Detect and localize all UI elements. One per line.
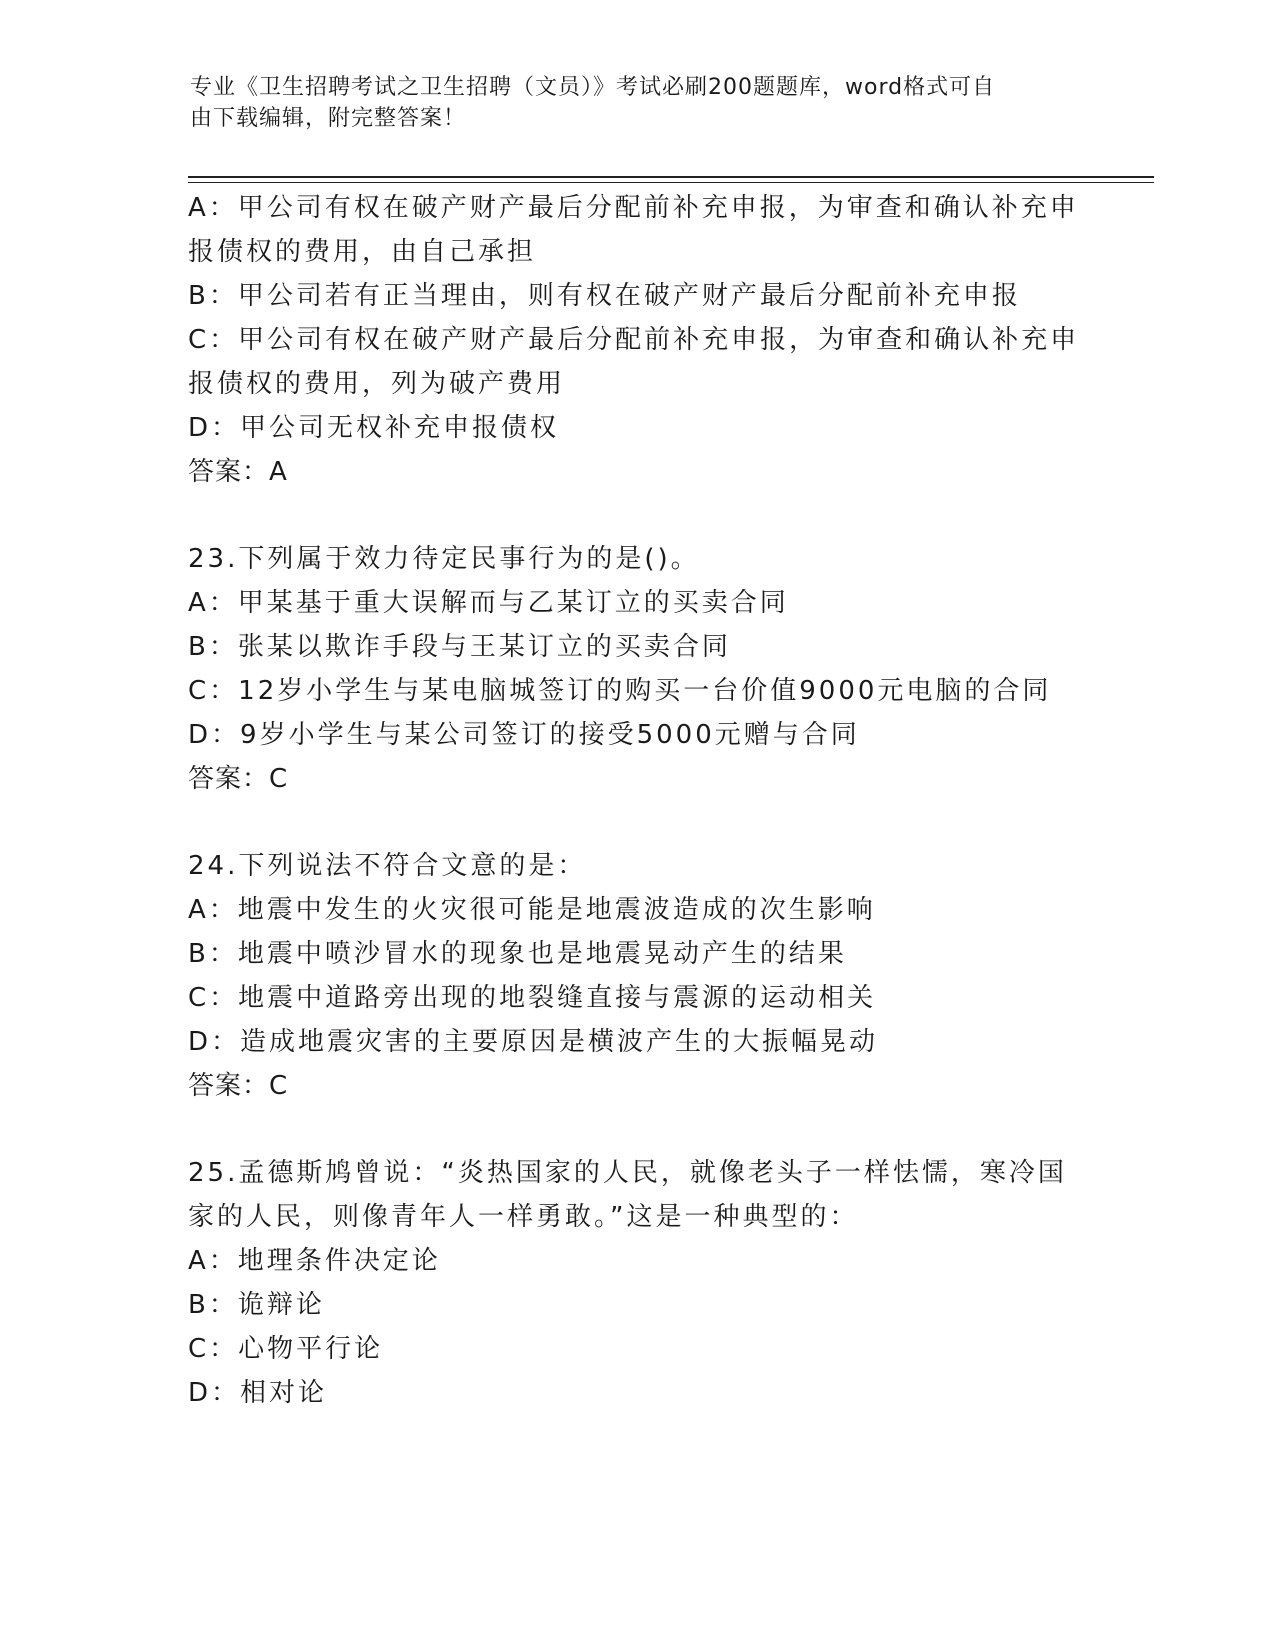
header-rule-thin	[188, 182, 1154, 183]
q23-option-c: C：12岁小学生与某电脑城签订的购买一台价值9000元电脑的合同	[188, 676, 1052, 706]
q24-question: 24.下列说法不符合文意的是：	[188, 851, 587, 881]
q25-option-d: D：相对论	[188, 1378, 328, 1408]
header-line-1: 专业《卫生招聘考试之卫生招聘（文员）》考试必刷200题题库，word格式可自	[190, 75, 996, 100]
q24-option-c: C：地震中道路旁出现的地裂缝直接与震源的运动相关	[188, 983, 877, 1013]
q25-option-b: B：诡辩论	[188, 1290, 325, 1320]
q22-option-b: B：甲公司若有正当理由，则有权在破产财产最后分配前补充申报	[188, 281, 1021, 311]
q25-question-line-2: 家的人民，则像青年人一样勇敢。”这是一种典型的：	[188, 1202, 859, 1232]
q25-question-line-1: 25.孟德斯鸠曾说：“炎热国家的人民，就像老头子一样怯懦，寒冷国	[188, 1158, 1067, 1188]
q24-option-a: A：地震中发生的火灾很可能是地震波造成的次生影响	[188, 895, 876, 925]
header-line-2: 由下载编辑，附完整答案！	[190, 106, 467, 131]
q22-option-a-line-1: A：甲公司有权在破产财产最后分配前补充申报，为审查和确认补充申	[188, 193, 1079, 223]
q22-option-a-line-2: 报债权的费用，由自己承担	[188, 237, 537, 267]
q24-option-b: B：地震中喷沙冒水的现象也是地震晃动产生的结果	[188, 939, 847, 969]
document-header	[190, 72, 1090, 134]
q24-answer: 答案：C	[188, 1071, 289, 1101]
q23-option-d: D：9岁小学生与某公司签订的接受5000元赠与合同	[188, 720, 860, 750]
q23-option-b: B：张某以欺诈手段与王某订立的买卖合同	[188, 632, 731, 662]
q22-option-d: D：甲公司无权补充申报债权	[188, 413, 560, 443]
q22-option-c-line-1: C：甲公司有权在破产财产最后分配前补充申报，为审查和确认补充申	[188, 325, 1080, 355]
q25-option-a: A：地理条件决定论	[188, 1246, 441, 1276]
q23-option-a: A：甲某基于重大误解而与乙某订立的买卖合同	[188, 588, 789, 618]
q25-option-c: C：心物平行论	[188, 1334, 384, 1364]
q24-option-d: D：造成地震灾害的主要原因是横波产生的大振幅晃动	[188, 1027, 879, 1057]
q22-option-c-line-2: 报债权的费用，列为破产费用	[188, 369, 566, 399]
header-rule-thick	[188, 176, 1154, 178]
q22-answer: 答案：A	[188, 457, 288, 487]
q23-question: 23.下列属于效力待定民事行为的是()。	[188, 544, 700, 574]
q23-answer: 答案：C	[188, 764, 289, 794]
